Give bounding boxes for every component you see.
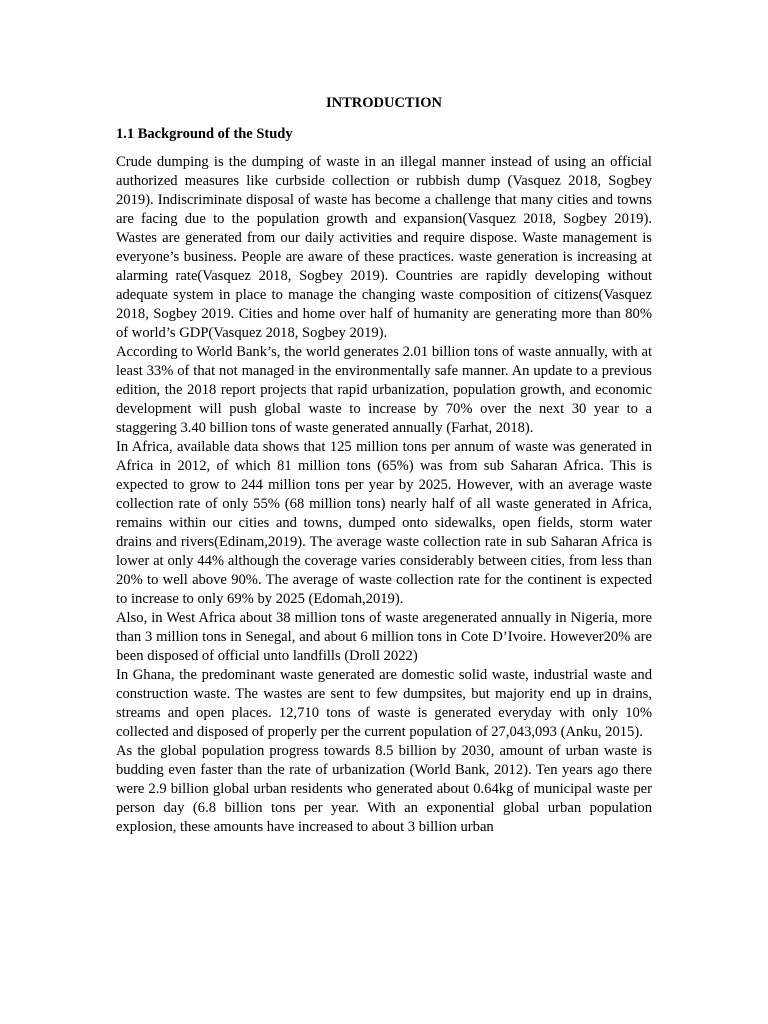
subsection-heading: 1.1 Background of the Study	[116, 126, 293, 142]
section-heading: INTRODUCTION	[325, 95, 442, 111]
paragraph-crude-dumping: Crude dumping is the dumping of waste in an illegal manner instead of using an official authorized measures like curbside collection or rubbish dump (Vasquez 2018, Sogbey 2019). Indiscriminate disposal of waste has become a challenge that many cities and towns are facing due to the population growth and expansion(Vasquez 2018, Sogbey 2019). Wastes are generated from our daily activities and require dispose. Waste management is everyone’s business. People are aware of these practices. waste generation is increasing at alarming rate(Vasquez 2018, Sogbey 2019). Countries are rapidly developing without adequate system in place to manage the changing waste composition of citizens(Vasquez 2018, Sogbey 2019. Cities and home over half of humanity are generating more than 80% of world’s GDP(Vasquez 2018, Sogbey 2019).	[116, 154, 652, 341]
paragraph-africa: In Africa, available data shows that 125 million tons per annum of waste was generated in Africa in 2012, of which 81 million tons (65%) was from sub Saharan Africa. This is expected to grow to 244 million tons per year by 2025. However, with an average waste collection rate of only 55% (68 million tons) nearly half of all waste generated in Africa, remains within our cities and towns, dumped onto sidewalks, open fields, storm water drains and rivers(Edinam,2019). The average waste collection rate in sub Saharan Africa is lower at only 44% although the coverage varies considerably between cities, from less than 20% to well above 90%. The average of waste collection rate for the continent is expected to increase to only 69% by 2025 (Edomah,2019).	[116, 439, 652, 607]
paragraph-global-population: As the global population progress towards 8.5 billion by 2030, amount of urban waste is budding even faster than the rate of urbanization (World Bank, 2012). Ten years ago there were 2.9 billion global urban residents who generated about 0.64kg of municipal waste per person day (6.8 billion tons per year. With an exponential global urban population explosion, these amounts have increased to about 3 billion urban	[116, 743, 652, 835]
paragraph-ghana: In Ghana, the predominant waste generated are domestic solid waste, industrial waste and construction waste. The wastes are sent to few dumpsites, but majority end up in drains, streams and open places. 12,710 tons of waste is generated everyday with only 10% collected and disposed of properly per the current population of 27,043,093 (Anku, 2015).	[116, 667, 652, 740]
document-page	[116, 93, 652, 837]
paragraph-world-bank: According to World Bank’s, the world generates 2.01 billion tons of waste annually, with at least 33% of that not managed in the environmentally safe manner. An update to a previous edition, the 2018 report projects that rapid urbanization, population growth, and economic development will push global waste to increase by 70% over the next 30 year to a staggering 3.40 billion tons of waste generated annually (Farhat, 2018).	[116, 344, 652, 436]
paragraph-west-africa: Also, in West Africa about 38 million tons of waste aregenerated annually in Nigeria, more than 3 million tons in Senegal, and about 6 million tons in Cote D’Ivoire. However20% are been disposed of official unto landfills (Droll 2022)	[116, 610, 652, 664]
